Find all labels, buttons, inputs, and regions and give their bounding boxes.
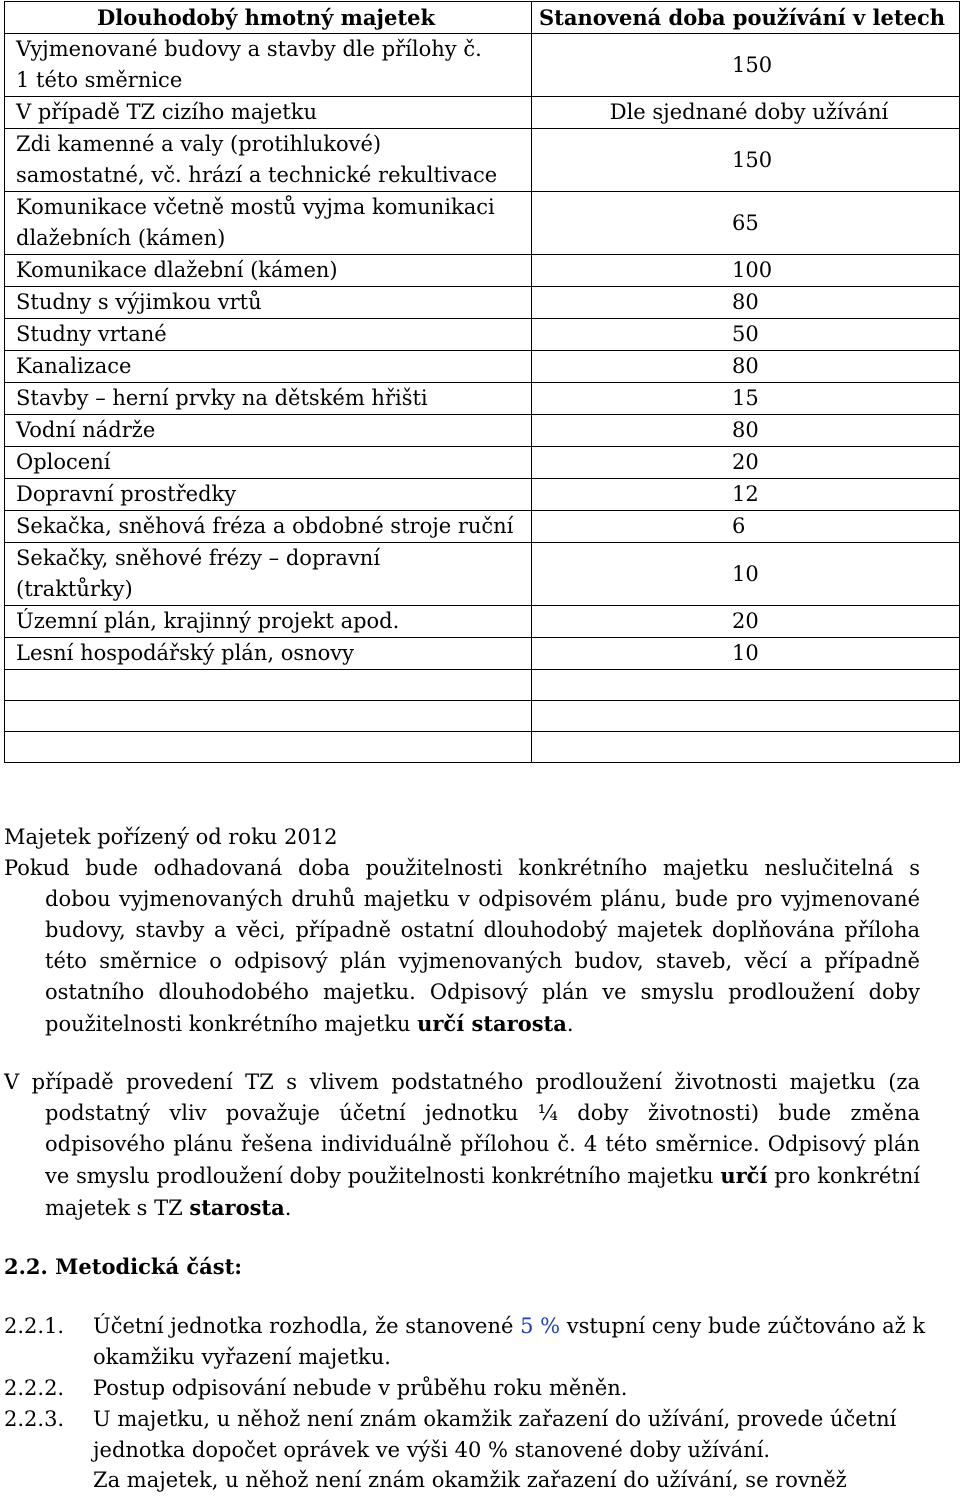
usage-years: 50 — [532, 319, 960, 351]
table-row — [5, 34, 960, 97]
table-row — [5, 447, 960, 479]
table-row — [5, 129, 960, 192]
list-item-number: 2.2.1. — [4, 1314, 65, 1338]
paragraph-since-2012 — [4, 822, 920, 1040]
list-item-number: 2.2.2. — [4, 1376, 65, 1400]
asset-name: Studny vrtané — [5, 319, 532, 351]
asset-name: Sekačky, sněhové frézy – dopravní (traktůrky) — [5, 543, 532, 606]
usage-years: 6 — [532, 511, 960, 543]
usage-years: 80 — [532, 287, 960, 319]
usage-years: 80 — [532, 415, 960, 447]
asset-name: Sekačka, sněhová fréza a obdobné stroje ruční — [5, 511, 532, 543]
usage-years: Dle sjednané doby užívání — [532, 97, 960, 129]
table-row — [5, 287, 960, 319]
asset-name: Stavby – herní prvky na dětském hřišti — [5, 383, 532, 415]
usage-years: 150 — [532, 129, 960, 192]
asset-name: Studny s výjimkou vrtů — [5, 287, 532, 319]
list-item — [4, 1404, 934, 1466]
methodology-list — [4, 1311, 934, 1466]
trailing-text: Za majetek, u něhož není znám okamžik zařazení do užívání, se rovněž — [93, 1468, 847, 1492]
asset-name: Vodní nádrže — [5, 415, 532, 447]
usage-years: 10 — [532, 638, 960, 670]
usage-years: 80 — [532, 351, 960, 383]
paragraph-text: V případě provedení TZ s vlivem podstatného prodloužení životnosti majetku (za podstatný vliv považuje účetní jednotku ¼ doby životnosti) bude změna odpisového plánu řešena individuálně přílohou č. 4 této směrnice. Odpisový plán ve smyslu prodloužení doby použitelnosti konkrétního majetku určí pro konkrétní majetek s TZ starosta. — [4, 1070, 920, 1220]
header-years: Stanovená doba používání v letech — [532, 2, 960, 34]
usage-years: 15 — [532, 383, 960, 415]
table-row — [5, 255, 960, 287]
usage-years: 20 — [532, 606, 960, 638]
usage-years: 20 — [532, 447, 960, 479]
asset-name: Komunikace dlažební (kámen) — [5, 255, 532, 287]
paragraph-heading: Majetek pořízený od roku 2012 — [4, 825, 338, 849]
list-item-text: Postup odpisování nebude v průběhu roku měněn. — [93, 1376, 628, 1400]
empty-row — [5, 670, 960, 701]
table-row — [5, 319, 960, 351]
asset-name: Územní plán, krajinný projekt apod. — [5, 606, 532, 638]
asset-name: Kanalizace — [5, 351, 532, 383]
header-asset: Dlouhodobý hmotný majetek — [5, 2, 532, 34]
asset-name: Komunikace včetně mostů vyjma komunikaci dlažebních (kámen) — [5, 192, 532, 255]
list-item-text: Účetní jednotka rozhodla, že stanovené 5 % vstupní ceny bude zúčtováno až k okamžiku vyřazení majetku. — [93, 1314, 926, 1369]
table-row — [5, 511, 960, 543]
usage-years: 12 — [532, 479, 960, 511]
asset-name: Lesní hospodářský plán, osnovy — [5, 638, 532, 670]
table-row — [5, 638, 960, 670]
table-header-row — [5, 2, 960, 34]
table-row — [5, 192, 960, 255]
empty-row — [5, 732, 960, 763]
asset-name: Oplocení — [5, 447, 532, 479]
list-item-number: 2.2.3. — [4, 1407, 65, 1431]
asset-name: Vyjmenované budovy a stavby dle přílohy č. 1 této směrnice — [5, 34, 532, 97]
paragraph-text: Pokud bude odhadovaná doba použitelnosti konkrétního majetku neslučitelná s dobou vyjmenovaných druhů majetku v odpisovém plánu, bude pro vyjmenované budovy, stavby a věci, případně ostatní dlouhodobý majetek doplňována příloha této směrnice o odpisový plán vyjmenovaných budov, staveb, věcí a případně ostatního dlouhodobého majetku. Odpisový plán ve smyslu prodloužení doby použitelnosti konkrétního majetku určí starosta. — [4, 856, 920, 1036]
table-row — [5, 383, 960, 415]
usage-years: 10 — [532, 543, 960, 606]
table-row — [5, 415, 960, 447]
table-row — [5, 479, 960, 511]
table-body — [5, 34, 960, 763]
usage-years: 100 — [532, 255, 960, 287]
table-row — [5, 97, 960, 129]
table-row — [5, 606, 960, 638]
table-row — [5, 351, 960, 383]
asset-name: Dopravní prostředky — [5, 479, 532, 511]
table-row — [5, 543, 960, 606]
empty-row — [5, 701, 960, 732]
list-item — [4, 1373, 934, 1404]
asset-name: V případě TZ cizího majetku — [5, 97, 532, 129]
list-item-text: U majetku, u něhož není znám okamžik zařazení do užívání, provede účetní jednotka dopočet oprávek ve výši 40 % stanovené doby užívání. — [93, 1407, 897, 1462]
paragraph-tz — [4, 1067, 920, 1224]
asset-name: Zdi kamenné a valy (protihlukové) samostatné, vč. hrází a technické rekultivace — [5, 129, 532, 192]
depreciation-table — [4, 1, 960, 763]
section-title: 2.2. Metodická část: — [4, 1254, 243, 1279]
usage-years: 65 — [532, 192, 960, 255]
usage-years: 150 — [532, 34, 960, 97]
list-item — [4, 1311, 934, 1373]
